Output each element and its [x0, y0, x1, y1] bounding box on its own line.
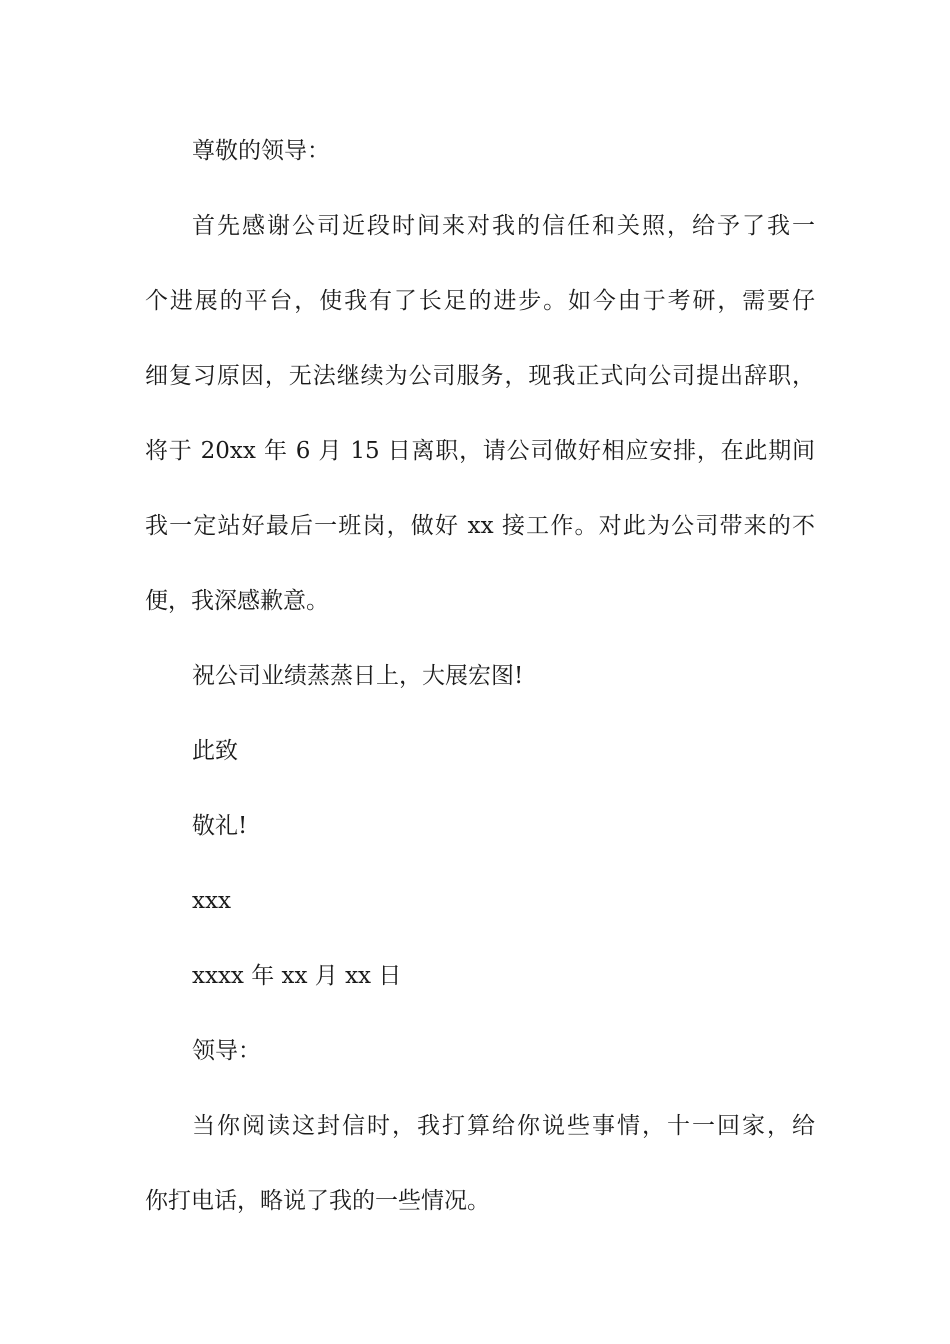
letter1-body-line-3: 细复习原因，无法继续为公司服务，现我正式向公司提出辞职， — [145, 363, 815, 389]
letter1-closing-1: 此致 — [192, 738, 238, 764]
letter1-salutation: 尊敬的领导： — [192, 138, 330, 164]
letter2-body-line-2: 你打电话，略说了我的一些情况。 — [145, 1188, 490, 1214]
letter1-signature: xxx — [192, 888, 231, 914]
letter1-date: xxxx 年 xx 月 xx 日 — [192, 963, 402, 989]
letter1-wish: 祝公司业绩蒸蒸日上，大展宏图! — [192, 663, 524, 689]
letter1-closing-2: 敬礼! — [192, 813, 248, 839]
letter2-body-line-1: 当你阅读这封信时，我打算给你说些事情，十一回家，给 — [192, 1113, 815, 1139]
letter1-body-line-2: 个进展的平台，使我有了长足的进步。如今由于考研，需要仔 — [145, 288, 815, 314]
letter1-body-line-5: 我一定站好最后一班岗，做好 xx 接工作。对此为公司带来的不 — [145, 513, 815, 539]
letter1-body-line-6: 便，我深感歉意。 — [145, 588, 329, 614]
letter1-body-line-1: 首先感谢公司近段时间来对我的信任和关照，给予了我一 — [192, 213, 815, 239]
letter2-salutation: 领导： — [192, 1038, 261, 1064]
letter1-body-line-4: 将于 20xx 年 6 月 15 日离职，请公司做好相应安排，在此期间 — [145, 438, 815, 464]
